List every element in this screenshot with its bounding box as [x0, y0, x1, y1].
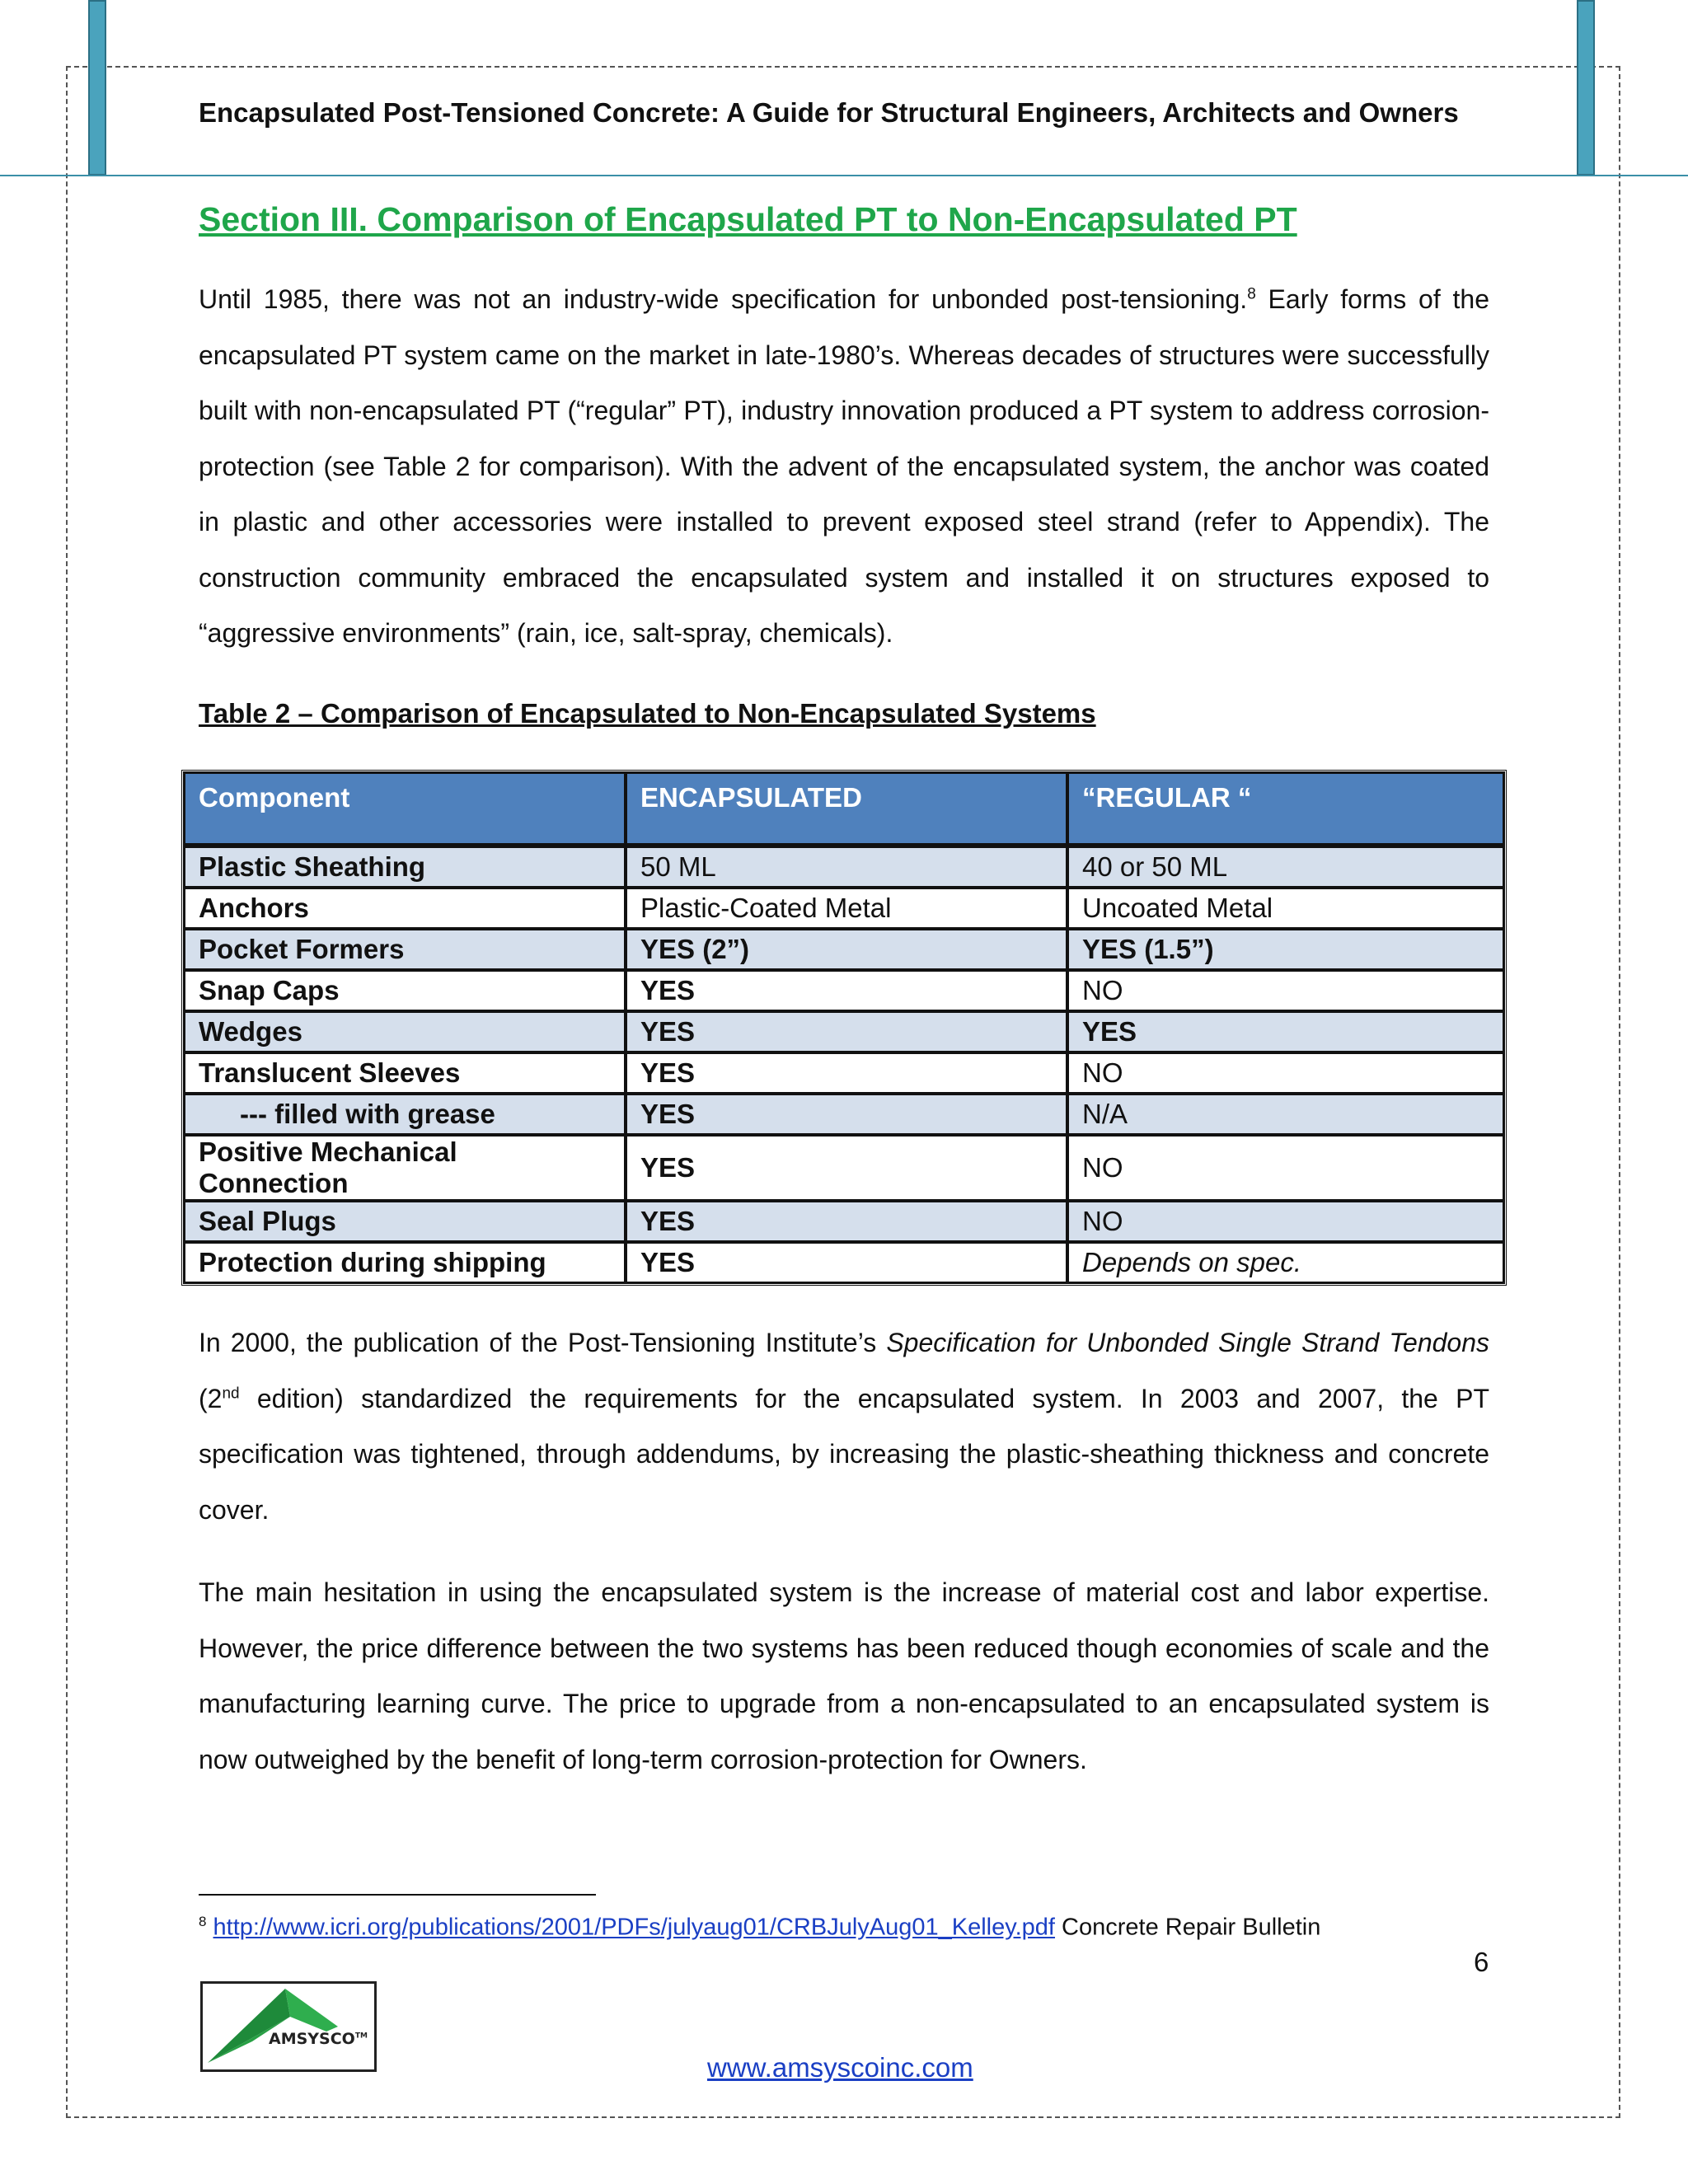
cost-paragraph: The main hesitation in using the encapsulated system is the increase of material cost and labor expertise. However, the price difference between the two systems has been reduced though economies of scale and the manufacturing learning curve. The price to upgrade from a non-encapsulated to an encapsulated system is now outweighed by the benefit of long-term corrosion-protection for Owners.	[199, 1577, 1489, 1774]
table-row	[184, 1242, 1504, 1283]
header-regular: “REGULAR “	[1067, 772, 1504, 846]
intro-paragraph	[199, 272, 1489, 662]
table-row	[184, 1052, 1504, 1094]
table-caption: Table 2 – Comparison of Encapsulated to Non-Encapsulated Systems	[199, 698, 1096, 729]
row-regular-value: NO	[1067, 970, 1504, 1011]
footnote-number: 8	[199, 1914, 207, 1929]
row-component: Plastic Sheathing	[184, 846, 626, 888]
publication-paragraph	[199, 1315, 1489, 1538]
row-encapsulated-value: YES	[626, 1052, 1067, 1094]
row-encapsulated-value: Plastic-Coated Metal	[626, 888, 1067, 929]
table-row	[184, 970, 1504, 1011]
comparison-table	[181, 770, 1507, 1286]
row-component: Seal Plugs	[184, 1201, 626, 1242]
footnote-reference[interactable]: 8	[1247, 285, 1256, 303]
table-row	[184, 846, 1504, 888]
website-link[interactable]: www.amsyscoinc.com	[707, 2052, 973, 2083]
row-component: Translucent Sleeves	[184, 1052, 626, 1094]
table-row	[184, 1094, 1504, 1135]
amsysco-logo	[200, 1981, 377, 2072]
row-regular-value: NO	[1067, 1201, 1504, 1242]
logo-mark-icon	[203, 1984, 374, 2069]
row-component: Positive Mechanical Connection	[184, 1135, 626, 1201]
intro-text-rest: Early forms of the encapsulated PT system came on the market in late-1980’s. Whereas decades of structures were successfully built with non-encapsulated PT (“regular” PT), industry innovation produced a PT system to address corrosion-protection (see Table 2 for comparison). With the advent of the encapsulated system, the anchor was coated in plastic and other accessories were installed to prevent exposed steel strand (refer to Appendix). The construction community embraced the encapsulated system and installed it on structures exposed to “aggressive environments” (rain, ice, salt-spray, chemicals).	[199, 284, 1490, 648]
para2-text-2: (2	[199, 1383, 223, 1413]
para2-text-3: edition) standardized the requirements for the encapsulated system. In 2003 and 2007, the PT specification was tightened, through addendums, by increasing the plastic-sheathing thickness and concrete cover.	[199, 1383, 1489, 1525]
section-heading: Section III. Comparison of Encapsulated PT to Non-Encapsulated PT	[199, 200, 1297, 238]
table-row	[184, 929, 1504, 970]
page-number: 6	[1474, 1947, 1489, 1977]
logo-trademark: TM	[354, 2032, 368, 2041]
row-regular-value: YES	[1067, 1011, 1504, 1052]
header-component: Component	[184, 772, 626, 846]
row-encapsulated-value: YES	[626, 1242, 1067, 1283]
row-encapsulated-value: YES	[626, 1135, 1067, 1201]
footnote-separator	[199, 1894, 596, 1896]
ordinal-suffix: nd	[222, 1384, 240, 1402]
row-encapsulated-value: YES	[626, 1011, 1067, 1052]
logo-text	[269, 2030, 368, 2048]
logo-brand: AMSYSCO	[269, 2030, 355, 2048]
row-encapsulated-value: YES	[626, 1201, 1067, 1242]
footnote	[199, 1914, 1320, 1942]
row-component: Pocket Formers	[184, 929, 626, 970]
header-accent-bar-right	[1577, 0, 1595, 176]
row-regular-value: 40 or 50 ML	[1067, 846, 1504, 888]
row-component: Snap Caps	[184, 970, 626, 1011]
row-component: Anchors	[184, 888, 626, 929]
row-encapsulated-value: YES (2”)	[626, 929, 1067, 970]
row-regular-value: N/A	[1067, 1094, 1504, 1135]
table-row	[184, 1201, 1504, 1242]
header-accent-bar-left	[88, 0, 106, 176]
intro-text-start: Until 1985, there was not an industry-wide specification for unbonded post-tensioning.	[199, 284, 1248, 314]
table-row	[184, 1135, 1504, 1201]
row-regular-value: NO	[1067, 1135, 1504, 1201]
row-encapsulated-value: YES	[626, 970, 1067, 1011]
row-regular-value: NO	[1067, 1052, 1504, 1094]
footnote-source: Concrete Repair Bulletin	[1054, 1914, 1321, 1941]
header-encapsulated: ENCAPSULATED	[626, 772, 1067, 846]
table-row	[184, 1011, 1504, 1052]
row-regular-value: Uncoated Metal	[1067, 888, 1504, 929]
specification-title: Specification for Unbonded Single Strand Tendons	[886, 1328, 1490, 1357]
row-component: --- filled with grease	[184, 1094, 626, 1135]
row-component: Wedges	[184, 1011, 626, 1052]
row-regular-value: YES (1.5”)	[1067, 929, 1504, 970]
table-row	[184, 888, 1504, 929]
header-rule	[0, 175, 1688, 176]
footnote-link[interactable]: http://www.icri.org/publications/2001/PDFs/julyaug01/CRBJulyAug01_Kelley.pdf	[213, 1914, 1055, 1941]
document-title: Encapsulated Post-Tensioned Concrete: A Guide for Structural Engineers, Architects and Owners	[199, 97, 1459, 128]
row-encapsulated-value: YES	[626, 1094, 1067, 1135]
row-encapsulated-value: 50 ML	[626, 846, 1067, 888]
row-component: Protection during shipping	[184, 1242, 626, 1283]
row-regular-value: Depends on spec.	[1067, 1242, 1504, 1283]
table-header-row	[184, 772, 1504, 846]
para2-text-1: In 2000, the publication of the Post-Tensioning Institute’s	[199, 1328, 887, 1357]
